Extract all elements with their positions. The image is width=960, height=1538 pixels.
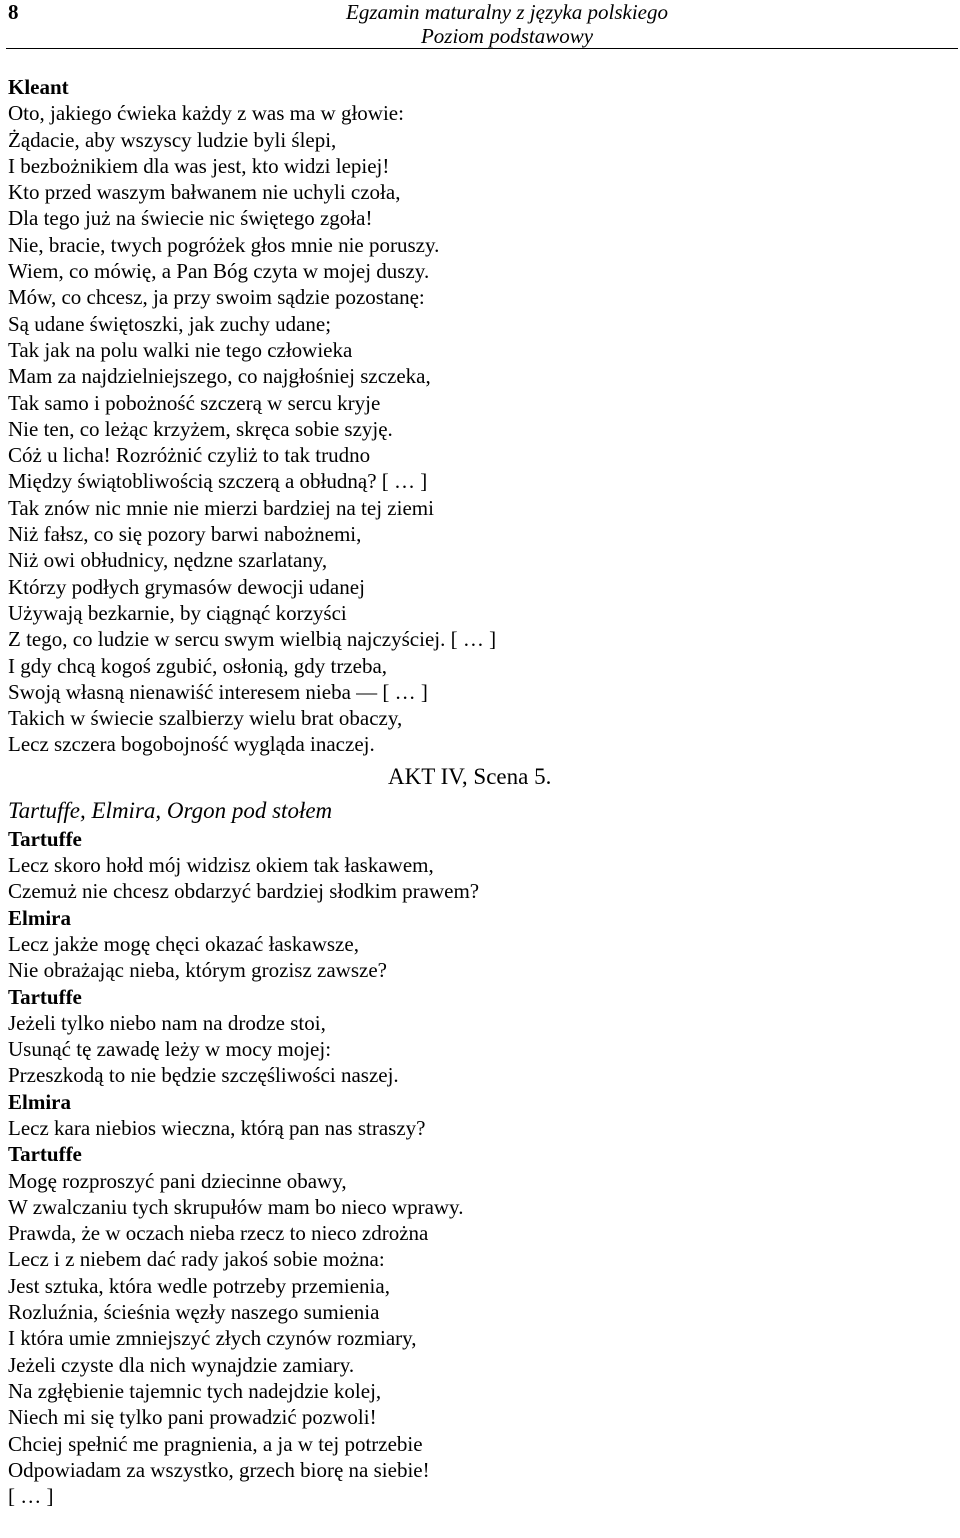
verse-line: Lecz kara niebios wieczna, którą pan nas straszy? (8, 1115, 426, 1140)
verse-line: Tak jak na polu walki nie tego człowieka (8, 337, 353, 362)
text-content (8, 74, 948, 1509)
verse-line: Lecz i z niebem dać rady jakoś sobie można: (8, 1247, 385, 1272)
verse-line: I która umie zmniejszyć złych czynów rozmiary, (8, 1326, 417, 1351)
verse-line: Na zgłębienie tajemnic tych nadejdzie kolej, (8, 1378, 382, 1403)
verse-line: Nie, bracie, twych pogróżek głos mnie nie poruszy. (8, 232, 440, 257)
verse-line: Swoją własną nienawiść interesem nieba — [ … ] (8, 679, 428, 704)
speaker-name: Elmira (8, 1089, 71, 1114)
header-divider (6, 48, 958, 49)
page-number: 8 (8, 0, 19, 24)
verse-line: Chciej spełnić me pragnienia, a ja w tej potrzebie (8, 1431, 423, 1456)
verse-line: Są udane świętoszki, jak zuchy udane; (8, 311, 332, 336)
verse-line: [ … ] (8, 1484, 54, 1509)
speaker-name: Elmira (8, 905, 71, 930)
verse-line: Cóż u licha! Rozróżnić czyliż to tak trudno (8, 443, 371, 468)
verse-line: Niż fałsz, co się pozory barwi nabożnemi, (8, 522, 362, 547)
monologue (8, 100, 948, 757)
verse-line: Kto przed waszym bałwanem nie uchyli czoła, (8, 180, 401, 205)
verse-line: Mogę rozproszyć pani dziecinne obawy, (8, 1168, 347, 1193)
verse-line: Mów, co chcesz, ja przy swoim sądzie pozostanę: (8, 285, 425, 310)
verse-line: Z tego, co ludzie w sercu swym wielbią najczyściej. [ … ] (8, 627, 497, 652)
verse-line: Którzy podłych grymasów dewocji udanej (8, 574, 365, 599)
verse-line: Przeszkodą to nie będzie szczęśliwości naszej. (8, 1063, 399, 1088)
verse-line: Niech mi się tylko pani prowadzić pozwoli! (8, 1405, 377, 1430)
verse-line: Jeżeli tylko niebo nam na drodze stoi, (8, 1010, 326, 1035)
page-header (346, 0, 668, 48)
speaker-name: Tartuffe (8, 826, 82, 851)
verse-line: Odpowiadam za wszystko, grzech biorę na siebie! (8, 1457, 430, 1482)
dialogue (8, 826, 948, 1510)
verse-line: Prawda, że w oczach nieba rzecz to nieco zdrożna (8, 1221, 429, 1246)
verse-line: Mam za najdzielniejszego, co najgłośniej szczeka, (8, 364, 431, 389)
verse-line: Niż owi obłudnicy, nędzne szarlatany, (8, 548, 328, 573)
act-scene-reference: AKT IV, Scena 5. (388, 763, 552, 789)
verse-line: Lecz jakże mogę chęci okazać łaskawsze, (8, 931, 359, 956)
speaker-name: Tartuffe (8, 1142, 82, 1167)
stage-direction: Tartuffe, Elmira, Orgon pod stołem (8, 797, 333, 823)
verse-line: Jest sztuka, która wedle potrzeby przemienia, (8, 1273, 390, 1298)
speaker-name: Tartuffe (8, 984, 82, 1009)
verse-line: I bezbożnikiem dla was jest, kto widzi lepiej! (8, 153, 390, 178)
verse-line: Żądacie, aby wszyscy ludzie byli ślepi, (8, 127, 337, 152)
verse-line: Usunąć tę zawadę leży w mocy mojej: (8, 1037, 332, 1062)
verse-line: Nie ten, co leżąc krzyżem, skręca sobie szyję. (8, 416, 393, 441)
header-level: Poziom podstawowy (420, 24, 594, 48)
verse-line: Dla tego już na świecie nic świętego zgoła! (8, 206, 373, 231)
header-exam-title: Egzamin maturalny z języka polskiego (346, 0, 668, 24)
verse-line: Lecz skoro hołd mój widzisz okiem tak łaskawem, (8, 853, 434, 878)
verse-line: W zwalczaniu tych skrupułów mam bo nieco wprawy. (8, 1194, 464, 1219)
verse-line: Rozluźnia, ścieśnia węzły naszego sumienia (8, 1300, 380, 1325)
verse-line: Używają bezkarnie, by ciągnąć korzyści (8, 600, 347, 625)
verse-line: Tak znów nic mnie nie mierzi bardziej na tej ziemi (8, 495, 434, 520)
verse-line: Nie obrażając nieba, którym grozisz zawsze? (8, 958, 387, 983)
speaker-name: Kleant (8, 75, 69, 99)
verse-line: Takich w świecie szalbierzy wielu brat obaczy, (8, 706, 403, 731)
verse-line: I gdy chcą kogoś zgubić, osłonią, gdy trzeba, (8, 653, 388, 678)
verse-line: Czemuż nie chcesz obdarzyć bardziej słodkim prawem? (8, 879, 480, 904)
verse-line: Między świątobliwością szczerą a obłudną? [ … ] (8, 469, 428, 494)
verse-line: Tak samo i pobożność szczerą w sercu kryje (8, 390, 381, 415)
verse-line: Oto, jakiego ćwieka każdy z was ma w głowie: (8, 101, 404, 126)
verse-line: Lecz szczera bogobojność wygląda inaczej. (8, 732, 375, 757)
verse-line: Wiem, co mówię, a Pan Bóg czyta w mojej duszy. (8, 259, 430, 284)
verse-line: Jeżeli czyste dla nich wynajdzie zamiary. (8, 1352, 355, 1377)
